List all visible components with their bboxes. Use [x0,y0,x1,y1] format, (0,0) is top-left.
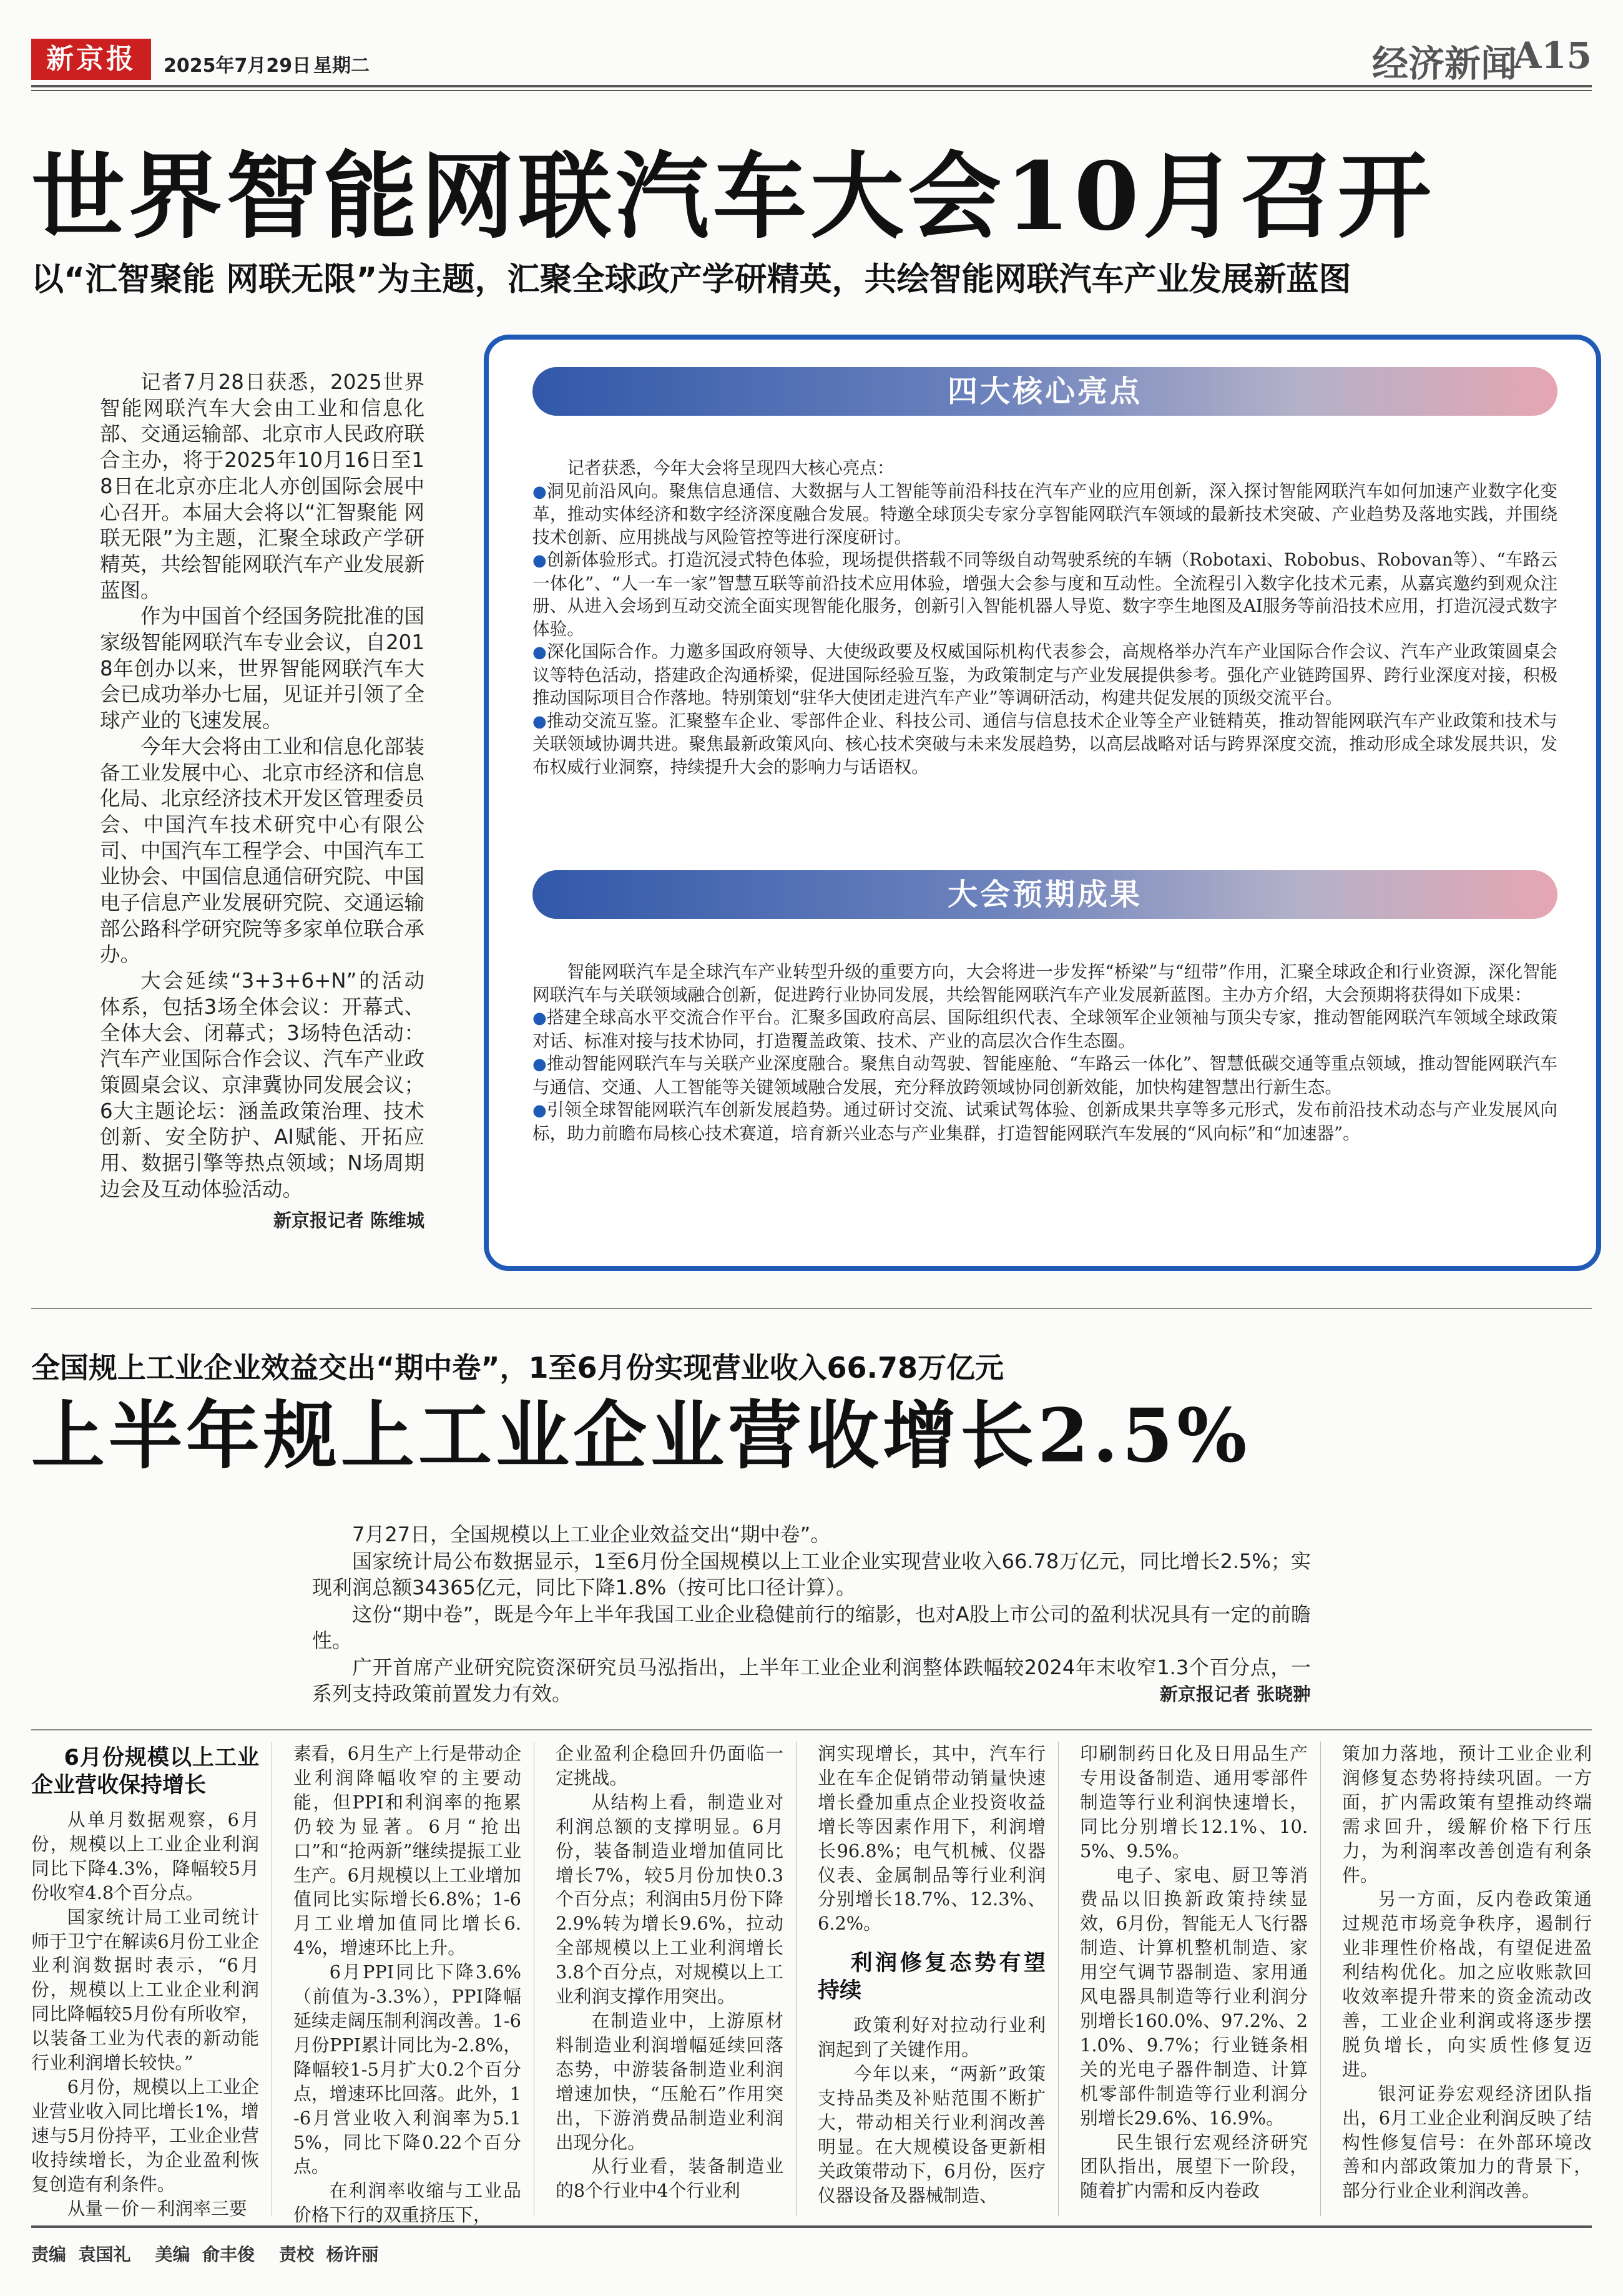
column-paragraph: 今年以来，“两新”政策支持品类及补贴范围不断扩大，带动相关行业利润改善明显。在大规模设备更新相关政策带动下，6月份，医疗仪器设备及器械制造、 [818,2063,1046,2206]
story-divider [31,1308,1592,1312]
issue-weekday: 星期二 [313,55,370,77]
header-divider [31,85,1592,91]
story2-lead-paragraph: 广开首席产业研究院资深研究员马泓指出，上半年工业企业利润整体跌幅较2024年末收窄1.3个百分点，一系列支持政策前置发力有效。 [312,1655,1311,1705]
column-paragraph: 润实现增长，其中，汽车行业在车企促销带动销量快速增长叠加重点企业投资收益增长等因素作用下，利润增长96.8%；电气机械、仪器仪表、金属制品等行业利润分别增长18.7%、12.3%、6.2%。 [818,1743,1046,1935]
highlight-item: ●洞见前沿风向。聚焦信息通信、大数据与人工智能等前沿科技在汽车产业的应用创新，深入探讨智能网联汽车如何加速产业数字化变革，推动实体经济和数字经济深度融合发展。特邀全球顶尖专家分享智能网联汽车领域的最新技术突破、产业趋势及落地实践，并围绕技术创新、应用挑战与风险管控等进行深度研讨。 [532,480,1557,547]
outcomes-text [532,961,1557,1145]
story1-paragraph: 大会延续“3+3+6+N”的活动体系，包括3场全体会议：开幕式、全体大会、闭幕式；3场特色活动：汽车产业国际合作会议、汽车产业政策圆桌会议、京津冀协同发展会议；6大主题论坛：涵盖政策治理、技术创新、安全防护、AI赋能、开拓应用、数据引擎等热点领域；N场周期边会及互动体验活动。 [100,969,425,1201]
column-paragraph: 民生银行宏观经济研究团队指出，展望下一阶段，随着扩内需和反内卷政 [1080,2131,1308,2202]
body-column-4 [818,1742,1046,2208]
story2-lead-paragraph: 国家统计局公布数据显示，1至6月份全国规模以上工业企业实现营业收入66.78万亿元，同比增长2.5%；实现利润总额34365亿元，同比下降1.8%（按可比口径计算）。 [312,1549,1311,1599]
bullet-icon: ● [532,1101,547,1120]
story1-byline: 新京报记者 陈维城 [273,1209,424,1231]
section-name: 经济新闻 [1371,42,1517,85]
column-paragraph: 在制造业中，上游原材料制造业利润增幅延续回落态势，中游装备制造业利润增速加快，“压舱石”作用突出，下游消费品制造业利润出现分化。 [556,2009,783,2153]
column-paragraph: 从单月数据观察，6月份，规模以上工业企业利润同比下降4.3%，降幅较5月份收窄4.8个百分点。 [31,1809,259,1903]
column-paragraph: 另一方面，反内卷政策通过规范市场竞争秩序，遏制行业非理性价格战，有望促进盈利结构优化。加之应收账款回收效率提升带来的资金流动改善，工业企业利润或将逐步摆脱负增长，向实质性修复迈进。 [1342,1888,1592,2080]
bullet-icon: ● [532,1055,547,1074]
column-separator [1320,1742,1321,2216]
bullet-icon: ● [532,1009,547,1028]
headline-wicv-conference: 世界智能网联汽车大会10月召开 [31,142,1435,252]
column-subhead: 利润修复态势有望持续 [818,1951,1046,2004]
column-paragraph: 国家统计局工业司统计师于卫宁在解读6月份工业企业利润数据时表示，“6月份，规模以上工业企业利润同比降幅较5月份有所收窄，以装备工业为代表的新动能行业利润增长较快。” [31,1906,259,2074]
footer-divider [31,2225,1592,2229]
column-paragraph: 从量－价－利润率三要 [67,2197,247,2219]
highlight-item: ●深化国际合作。力邀多国政府领导、大使级政要及权威国际机构代表参会，高规格举办汽车产业国际合作会议、汽车产业政策圆桌会议等特色活动，搭建政企沟通桥梁，促进国际经验互鉴，为政策制定与产业发展提供参考。强化产业链跨国界、跨行业深度对接，积极推动国际项目合作落地。特别策划“驻华大使团走进汽车产业”等调研活动，构建共促发展的顶级交流平台。 [532,641,1557,708]
body-column-1 [31,1742,259,2220]
newspaper-logo: 新京报 [31,39,151,80]
body-column-6 [1342,1742,1592,2203]
issue-date: 2025年7月29日 [164,55,311,77]
page-number: A15 [1513,34,1592,77]
column-paragraph: 从行业看，装备制造业的8个行业中4个行业利 [556,2156,783,2202]
bullet-icon: ● [532,712,547,731]
bullet-icon: ● [532,482,547,501]
body-column-5 [1080,1742,1308,2203]
columns-divider [31,1729,1592,1732]
highlight-item: ●推动交流互鉴。汇聚整车企业、零部件企业、科技公司、通信与信息技术企业等全产业链精英，推动智能网联汽车产业政策和技术与关联领域协调共进。聚焦最新政策风向、核心技术突破与未来发展趋势，以高层战略对话与跨界深度交流，推动形成全球发展共识，发布权威行业洞察，持续提升大会的影响力与话语权。 [532,710,1557,777]
editor-credits: 责编 袁国礼 美编 俞丰俊 责校 杨许丽 [31,2244,379,2265]
highlight-item: ●创新体验形式。打造沉浸式特色体验，现场提供搭载不同等级自动驾驶系统的车辆（Robotaxi、Robobus、Robovan等）、“车路云一体化”、“人一车一家”智慧互联等前沿技术应用体验，增强大会参与度和互动性。全流程引入数字化技术元素，从嘉宾邀约到观众注册、从进入会场到互动交流全面实现智能化服务，创新引入智能机器人导览、数字孪生地图及AI服务等前沿技术应用，打造沉浸式数字体验。 [532,549,1557,639]
highlights-intro: 记者获悉，今年大会将呈现四大核心亮点： [567,458,895,478]
bullet-icon: ● [532,551,547,570]
column-paragraph: 6月PPI同比下降3.6%（前值为-3.3%），PPI降幅延续走阔压制利润改善。1-6月份PPI累计同比为-2.8%，降幅较1-5月扩大0.2个百分点，增速环比回落。此外，1-6月営业收入利润率为5.15%，同比下降0.22个百分点。 [293,1961,521,2177]
outcomes-title-band: 大会预期成果 [532,870,1557,919]
body-column-2 [293,1742,521,2227]
bullet-icon: ● [532,643,547,662]
column-paragraph: 银河证券宏观经济团队指出，6月工业企业利润反映了结构性修复信号：在外部环境改善和内部政策加力的背景下，部分行业企业利润改善。 [1342,2083,1592,2202]
story2-lead [312,1521,1311,1707]
column-paragraph: 6月份，规模以上工业企业营业收入同比增长1%，增速与5月份持平，工业企业营收持续增长，为企业盈利恢复创造有利条件。 [31,2076,259,2195]
column-subhead: 6月份规模以上工业企业营收保持增长 [31,1745,259,1798]
outcome-item: ●推动智能网联汽车与关联产业深度融合。聚焦自动驾驶、智能座舱、“车路云一体化”、智慧低碳交通等重点领域，推动智能网联汽车与通信、交通、人工智能等关键领域融合发展，充分释放跨领域协同创新效能，加快构建智慧出行新生态。 [532,1053,1557,1097]
story2-lead-paragraph: 这份“期中卷”，既是今年上半年我国工业企业稳健前行的缩影，也对A股上市公司的盈利状况具有一定的前瞻性。 [312,1602,1311,1652]
story1-paragraph: 今年大会将由工业和信息化部装备工业发展中心、北京市经济和信息化局、北京经济技术开发区管理委员会、中国汽车技术研究中心有限公司、中国汽车工程学会、中国汽车工业协会、中国信息通信研究院、中国电子信息产业发展研究院、交通运输部公路科学研究院等多家单位联合承办。 [100,734,425,967]
story1-paragraph: 记者7月28日获悉，2025世界智能网联汽车大会由工业和信息化部、交通运输部、北京市人民政府联合主办，将于2025年10月16日至18日在北京亦庄北人亦创国际会展中心召开。本届大会将以“汇智聚能 网联无限”为主题，汇聚全球政产学研精英，共绘智能网联汽车产业发展新蓝图。 [100,370,425,602]
body-column-3 [556,1742,783,2203]
story1-paragraph: 作为中国首个经国务院批准的国家级智能网联汽车专业会议，自2018年创办以来，世界智能网联汽车大会已成功举办七届，见证并引领了全球产业的飞速发展。 [100,604,425,733]
column-paragraph: 素看，6月生产上行是带动企业利润降幅收窄的主要动能，但PPI和利润率的拖累仍较为显著。6月“抢出口”和“抢两新”继续提振工业生产。6月规模以上工业增加值同比实际增长6.8%；1-6月工业增加值同比增长6.4%，增速环比上升。 [293,1743,521,1959]
column-separator [796,1742,797,2216]
column-paragraph: 从结构上看，制造业对利润总额的支撑明显。6月份，装备制造业增加值同比增长7%，较5月份加快0.3个百分点；利润由5月份下降2.9%转为增长9.6%，拉动全部规模以上工业利润增长3.8个百分点，对规模以上工业利润支撑作用突出。 [556,1791,783,2008]
story2-lead-paragraph: 7月27日，全国规模以上工业企业效益交出“期中卷”。 [352,1523,831,1546]
subheadline-wicv-conference: 以“汇智聚能 网联无限”为主题，汇聚全球政产学研精英，共绘智能网联汽车产业发展新蓝图 [31,261,1351,298]
column-paragraph: 电子、家电、厨卫等消费品以旧换新政策持续显效，6月份，智能无人飞行器制造、计算机整机制造、家用空气调节器制造、家用通风电器具制造等行业利润分别增长160.0%、97.2%、21.0%、9.7%；行业链条相关的光电子器件制造、计算机零部件制造等行业利润分别增长29.6%、16.9%。 [1080,1864,1308,2129]
headline-industrial-revenue: 上半年规上工业企业营收增长2.5% [31,1392,1251,1479]
column-paragraph: 在利润率收缩与工业品价格下行的双重挤压下， [293,2180,521,2226]
column-paragraph: 企业盈利企稳回升仍面临一定挑战。 [556,1743,783,1788]
overline-industrial-profits: 全国规上工业企业效益交出“期中卷”，1至6月份实现营业收入66.78万亿元 [31,1351,1004,1385]
story2-byline: 新京报记者 张晓翀 [1159,1683,1311,1705]
column-paragraph: 政策利好对拉动行业利润起到了关键作用。 [818,2014,1046,2061]
highlights-title-band: 四大核心亮点 [532,367,1557,416]
column-separator [1058,1742,1059,2216]
column-paragraph: 策加力落地，预计工业企业利润修复态势将持续巩固。一方面，扩内需政策有望推动终端需求回升，缓解价格下行压力，为利润率改善创造有利条件。 [1342,1743,1592,1886]
highlights-box [484,335,1601,1271]
highlights-text [532,457,1557,778]
column-paragraph: 印刷制药日化及日用品生产专用设备制造、通用零部件制造等行业利润快速增长，同比分别增长12.1%、10.5%、9.5%。 [1080,1743,1308,1862]
outcome-item: ●搭建全球高水平交流合作平台。汇聚多国政府高层、国际组织代表、全球领军企业领袖与顶尖专家，推动智能网联汽车领域全球政策对话、标准对接与技术协同，打造覆盖政策、技术、产业的高层次合作生态圈。 [532,1007,1557,1051]
outcomes-intro: 智能网联汽车是全球汽车产业转型升级的重要方向，大会将进一步发挥“桥梁”与“纽带”作用，汇聚全球政企和行业资源，深化智能网联汽车与关联领域融合创新，促进跨行业协同发展，共绘智能网联汽车产业发展新蓝图。主办方介绍，大会预期将获得如下成果： [532,961,1557,1005]
story1-body [100,370,424,1234]
outcome-item: ●引领全球智能网联汽车创新发展趋势。通过研讨交流、试乘试驾体验、创新成果共享等多元形式，发布前沿技术动态与产业发展风向标，助力前瞻布局核心技术赛道，培育新兴业态与产业集群，打造智能网联汽车发展的“风向标”和“加速器”。 [532,1099,1557,1144]
